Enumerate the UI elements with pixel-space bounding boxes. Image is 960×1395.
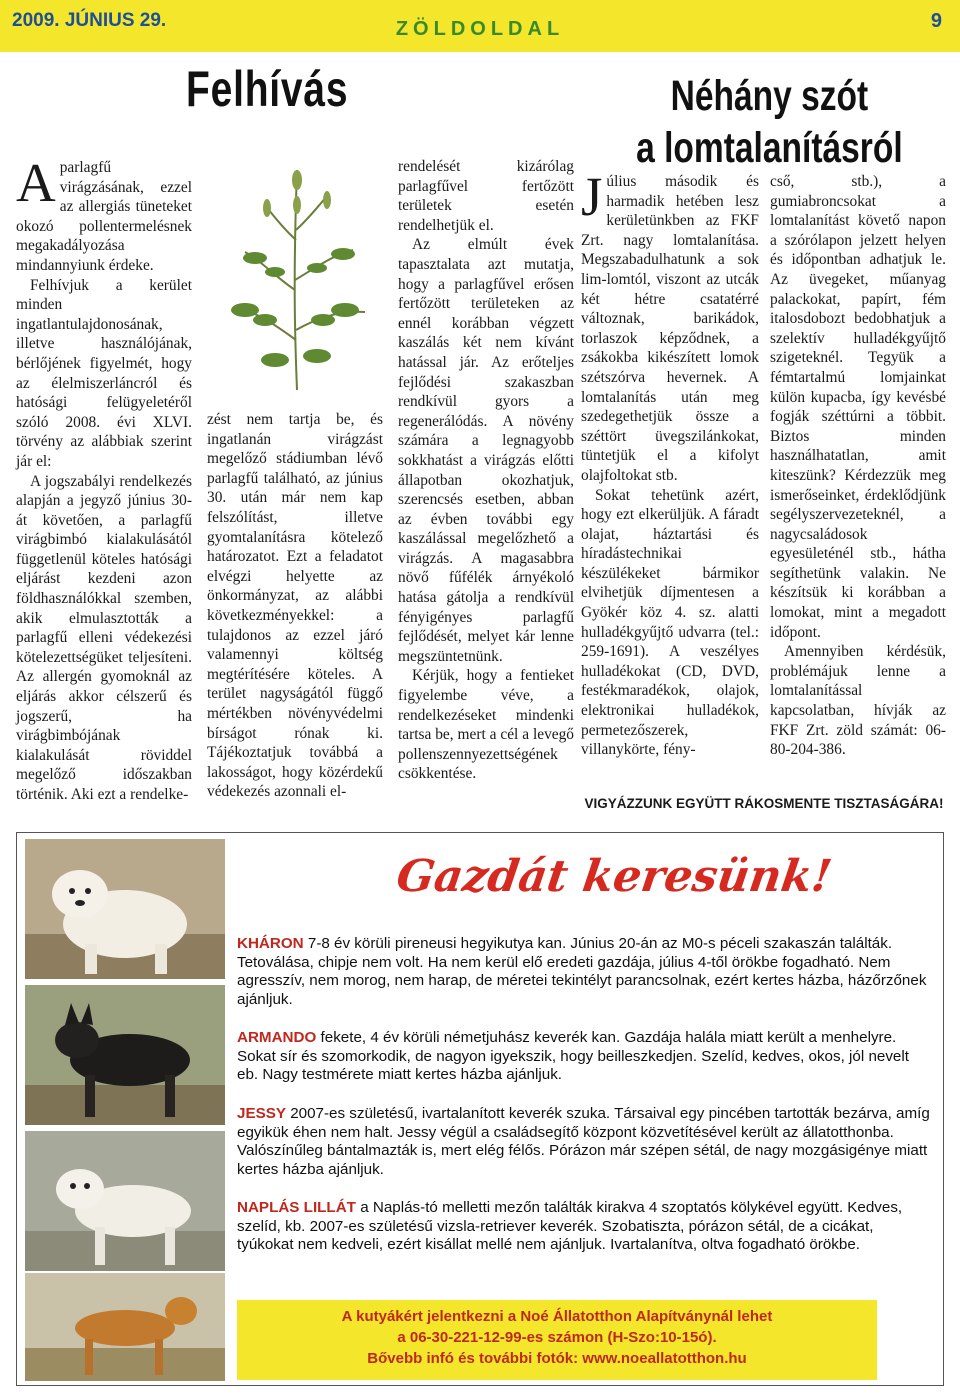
lomtalanitas-column-1 bbox=[581, 166, 759, 760]
paragraph: cső, stb.), a gumiabroncsokat a lomtalanítást követő napon a szórólapon jelzett helyen és időpontban adhatjuk le. Az üvegeket, műanyag palackokat, papírt, fém italosdobozt bedobhatjuk a szelektív hulladékgyűjtő szigeteknél. Tegyük a fémtartalmú lomjainkat külön kupacba, így kevésbé fogják széttúrni a többit. Biztos minden használhatatlan, amit kiteszünk? Kérdezzük meg ismerőseinket, érdeklődjünk segélyszervezeteknél, a nagycsaládosok egyesületénél stb., hátha segíthetünk valakin. Ne készítsük ki korábban a lomokat, mint a megadott időpont. bbox=[770, 173, 946, 641]
paragraph: Sokat tehetünk azért, hogy ezt elkerüljük. A fáradt olajat, háztartási és híradástechnikai készülékeket bármikor elvihetjük díjmentesen a Gyökér köz 4. sz. alatti hulladékgyűjtő udvarra (tel.: 259-1691). A veszélyes hulladékokat (CD, DVD, festékmaradékok, olajok, elektronikai hulladékok, permetezőszerek, villanykörte, fény- bbox=[581, 486, 759, 759]
dog-description: 2007-es születésű, ivartalanított keverék szuka. Társaival egy pincében tartották bezárva, amíg egyikük éhen nem halt. Jessy végül a családsegítő központ közvetítésével került az állatotthonba. Valószínűleg bántalmazták is, mert elég félős. Pórázon már szépen sétál, de nagy mozgásigénye miatt kertes házba ajánljuk. bbox=[237, 1105, 930, 1178]
paragraph: Amennyiben kérdésük, problémájuk lenne a lomtalanítással kapcsolatban, hívják az FKF Zrt. zöld számát: 06-80-204-386. bbox=[770, 643, 946, 759]
paragraph: rendelését kizárólag parlagfűvel fertőzött területek esetén rendelhetjük el. bbox=[398, 158, 574, 234]
headline-line-2: a lomtalanításról bbox=[636, 124, 903, 172]
contact-box bbox=[237, 1300, 877, 1380]
dog-name: ARMANDO bbox=[237, 1029, 317, 1046]
drop-cap: J bbox=[581, 166, 603, 227]
dog-description: fekete, 4 év körüli németjuhász keverék kan. Gazdája halála miatt került a menhelyre. Sokat sír és szomorkodik, de nagyon igyekszik, hogy beilleszkedjen. Szelíd, kedves, okos, jól nevelt eb. Nagy testmérete miatt kertes házba ajánljuk. bbox=[237, 1029, 909, 1083]
section-title: ZÖLDOLDAL bbox=[395, 18, 565, 40]
paragraph: Július második és harmadik hetében lesz kerületünkben az FKF Zrt. nagy lomtalanítása. Megszabadulhatunk a sok lim-lomtól, viszont az utcák két hétre csatatérré változnak, barikádok, torlaszok képződnek, a zsákokba kikészített lomok szétszórva hevernek. A lomtalanítás után meg szedegethetjük össze a széttört üvegszilánkokat, tüntetjük el a kifolyt olajfoltokat stb. bbox=[581, 166, 759, 484]
paragraph: Felhívjuk a kerület minden ingatlantulajdonosának, illetve használójának, bérlőjének figyelmét, hogy az élelmiszerláncról és hatósági felügyeletéről szóló 2008. évi XLVI. törvény az alábbiak szerint jár el: bbox=[16, 276, 192, 470]
dog-photo-armando bbox=[25, 985, 225, 1125]
dog-entry-armando bbox=[237, 1029, 932, 1085]
dog-entry-jessy bbox=[237, 1105, 932, 1179]
felhivas-column-2 bbox=[207, 410, 383, 802]
advert-title: Gazdát keresünk! bbox=[393, 851, 835, 902]
dog-entry-kharon bbox=[237, 935, 932, 1009]
contact-line: A kutyákért jelentkezni a Noé Állatotthon Alapítványnál lehet bbox=[341, 1308, 773, 1325]
contact-line: a 06-30-221-12-99-es számon (H-Szo:10-15ó). bbox=[397, 1329, 717, 1346]
adoption-advert bbox=[16, 832, 944, 1386]
lomtalanitas-headline bbox=[590, 70, 949, 174]
ragweed-plant-photo bbox=[205, 160, 381, 392]
felhivas-column-1 bbox=[16, 152, 192, 805]
paragraph: Aparlagfű virágzásának, ezzel az allergiás tüneteket okozó pollentermelésnek megakadályozása mindannyiunk érdeke. bbox=[16, 152, 192, 274]
felhivas-column-3 bbox=[398, 157, 574, 784]
felhivas-headline: Felhívás bbox=[186, 61, 349, 117]
dog-description: 7-8 év körüli pireneusi hegyikutya kan. Június 20-án az M0-s péceli szakaszán találták. Tetoválása, chipje nem volt. Ha nem kerül elő eredeti gazdája, július 4-től örökbe fogadható. Nem agresszív, nem morog, nem harap, de méretei tekintélyt parancsolnak, ezért kertes házba, házőrzőnek ajánljuk. bbox=[237, 935, 927, 1008]
dog-photo-kharon bbox=[25, 839, 225, 979]
dog-name: NAPLÁS LILLÁT bbox=[237, 1199, 356, 1216]
dog-description: a Naplás-tó melletti mezőn találták kirakva 4 szoptatós kölykével együtt. Kedves, szelíd, kb. 2007-es születésű vizsla-retriever keverék. Szobatiszta, pórázon sétál, de a cicákat, tyúkokat nem kedveli, ezért kisállat mellé nem ajánljuk. Ivartalanítva, oltva fogadható örökbe. bbox=[237, 1199, 903, 1253]
paragraph: zést nem tartja be, és ingatlanán virágzást megelőző stádiumban lévő parlagfű található, az június 30. után már nem kap felszólítást, illetve gyomtalanításra kötelező határozatot. Ezt a feladatot elvégzi helyette az önkormányzat, az alábbi következményekkel: a tulajdonos az ezzel járó valamennyi költség megtérítésére köteles. A terület nagyságától függő mértékben növényvédelmi bírságot rónak ki. Tájékoztatjuk továbbá a lakosságot, hogy közérdekű védekezés azonnali el- bbox=[207, 411, 383, 801]
dog-photo-jessy bbox=[25, 1131, 225, 1271]
page-header bbox=[0, 0, 960, 52]
dog-name: KHÁRON bbox=[237, 935, 304, 952]
paragraph: A jogszabályi rendelkezés alapján a jegyző június 30-át követően, a parlagfű virágbimbó kialakulásától függetlenül köteles hatósági eljárást kezdeni azon földhasználókkal szemben, akik elmulasztották a parlagfű elleni védekezési kötelezettségüket teljesíteni. Az allergén gyomoknál az eljárás akkor célszerű és jogszerű, ha virágbimbójának kialakulását röviddel megelőző időszakban történik. Aki ezt a rendelke- bbox=[16, 472, 192, 803]
dog-photo-naplas-lillat bbox=[25, 1273, 225, 1381]
headline-line-1: Néhány szót bbox=[670, 72, 869, 120]
drop-cap: A bbox=[16, 152, 56, 213]
paragraph: Kérjük, hogy a fentieket figyelembe véve, a rendelkezéseket mindenki tartsa be, mert a cél a levegő pollenszennyezettségének csökkentése. bbox=[398, 667, 574, 783]
contact-line: Bővebb infó és további fotók: www.noeallatotthon.hu bbox=[367, 1350, 747, 1367]
issue-date: 2009. JÚNIUS 29. bbox=[12, 10, 167, 31]
dog-entry-naplas-lillat bbox=[237, 1199, 932, 1255]
lomtalanitas-column-2 bbox=[770, 172, 946, 760]
page-number: 9 bbox=[930, 10, 942, 32]
slogan: VIGYÁZZUNK EGYÜTT RÁKOSMENTE TISZTASÁGÁRA! bbox=[584, 796, 944, 811]
dog-name: JESSY bbox=[237, 1105, 286, 1122]
paragraph: Az elmúlt évek tapasztalata azt mutatja, hogy a parlagfűvel erősen fertőzött területeken az ennél korábban végzett kaszálás két nem kívánt hatással jár. Az erőteljes fejlődési szakaszban rendkívül gyors a regenerálódás. A növény számára a legnagyobb sokkhatást a virágzás előtti állapotban okozhatjuk, szerencsés esetben, abban az évben további egy kaszálással megelőzhető a virágzás. A magasabbra növő fűfélék árnyékoló hatása gátolja a rendkívül fényigényes parlagfű fejlődését, melyet kár lenne megszüntetnünk. bbox=[398, 236, 574, 665]
